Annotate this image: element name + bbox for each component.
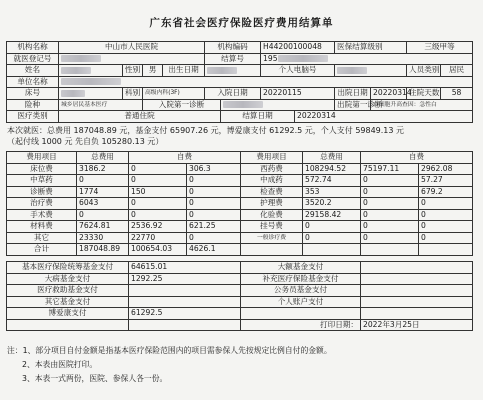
fee-header-row <box>7 152 473 164</box>
fund-label: 医疗救助基金支付 <box>7 285 129 297</box>
fee-total: 23330 <box>77 232 129 244</box>
admit-diag-redacted <box>221 99 335 111</box>
fund-value <box>361 273 473 285</box>
stay-days-label: 住院天数 <box>407 88 441 100</box>
unit-redacted <box>59 76 473 88</box>
fee-self: 0 <box>129 209 187 221</box>
sex-value: 男 <box>143 65 163 77</box>
birth-redacted <box>205 65 261 77</box>
fee-empty <box>241 244 303 256</box>
fee-item: 床位费 <box>7 163 77 175</box>
fee-row <box>7 198 473 210</box>
fee-row <box>7 175 473 187</box>
fee-partial: 0 <box>187 232 241 244</box>
fund-label: 其它基金支付 <box>7 296 129 308</box>
admit-date-value: 20220115 <box>261 88 335 100</box>
fee-row <box>7 209 473 221</box>
note-1: 注：1、部分项目自付金额是指基本医疗保险范围内的项目需参保人先按规定比例自付的金额。 <box>7 346 332 355</box>
print-date-value: 2022年3月25日 <box>361 319 473 331</box>
fee-total: 187048.89 <box>77 244 129 256</box>
id-redacted <box>335 65 407 77</box>
fund-label: 博爱康支付 <box>7 308 129 320</box>
id-label: 个人电脑号 <box>261 65 335 77</box>
fund-label: 大病基金支付 <box>7 273 129 285</box>
fee-partial: 621.25 <box>187 221 241 233</box>
dept-value: 高级内科(3F) <box>143 88 205 100</box>
fund-label <box>241 308 361 320</box>
org-level-label: 医保结算级别 <box>335 42 407 54</box>
birth-label: 出生日期 <box>163 65 205 77</box>
discharge-date-value: 20220314 <box>371 88 407 100</box>
footnotes <box>7 344 477 386</box>
visit-no-label: 就医登记号 <box>7 53 59 65</box>
fund-label: 大额基金支付 <box>241 262 361 274</box>
fee-total: 6043 <box>77 198 129 210</box>
fee-total: 572.74 <box>303 175 361 187</box>
payment-summary <box>7 125 477 147</box>
fee-item: 治疗费 <box>7 198 77 210</box>
fee-total: 7624.81 <box>77 221 129 233</box>
fee-total: 1774 <box>77 186 129 198</box>
fee-total: 0 <box>303 232 361 244</box>
person-type-value: 居民 <box>441 65 473 77</box>
fund-row <box>7 285 473 297</box>
fee-self: 0 <box>361 221 419 233</box>
org-code: H44200100048 <box>261 42 335 54</box>
fee-partial: 57.27 <box>419 175 473 187</box>
fee-total: 0 <box>77 175 129 187</box>
fee-total: 353 <box>303 186 361 198</box>
fee-total: 3520.2 <box>303 198 361 210</box>
fee-total: 108294.52 <box>303 163 361 175</box>
fee-partial: 0 <box>187 175 241 187</box>
note-3: 3、本表一式两份，医院、参保人各一份。 <box>22 374 168 383</box>
fee-partial: 4626.1 <box>187 244 241 256</box>
fee-row <box>7 221 473 233</box>
fund-value: 1292.25 <box>129 273 241 285</box>
fund-label: 补充医疗保险基金支付 <box>241 273 361 285</box>
fee-row <box>7 163 473 175</box>
settle-date-value: 20220314 <box>295 111 473 123</box>
fee-item: 材料费 <box>7 221 77 233</box>
stay-days-value: 58 <box>441 88 473 100</box>
fee-partial: 0 <box>187 209 241 221</box>
fee-item: 诊断费 <box>7 186 77 198</box>
fee-self: 0 <box>129 198 187 210</box>
fee-self: 0 <box>361 232 419 244</box>
discharge-diag-label: 出院第一诊断 <box>335 99 371 111</box>
bed-redacted <box>59 88 123 100</box>
name-redacted <box>59 65 123 77</box>
fee-partial: 0 <box>419 209 473 221</box>
print-date-label: 打印日期： <box>241 319 361 331</box>
fee-empty <box>361 244 419 256</box>
fund-value <box>361 262 473 274</box>
settle-date-label: 结算日期 <box>221 111 295 123</box>
fee-total: 0 <box>303 221 361 233</box>
fund-table <box>6 261 473 331</box>
bed-label: 床号 <box>7 88 59 100</box>
settle-no-value: 195 <box>263 53 278 63</box>
print-empty <box>7 319 129 331</box>
org-name-label: 机构名称 <box>7 42 59 54</box>
fee-item: 化验费 <box>241 209 303 221</box>
fee-self: 0 <box>361 175 419 187</box>
settle-no-label: 结算号 <box>205 53 261 65</box>
fund-label: 公务员基金支付 <box>241 285 361 297</box>
fund-row <box>7 296 473 308</box>
org-name: 中山市人民医院 <box>59 42 205 54</box>
print-row <box>7 319 473 331</box>
fee-item: 手术费 <box>7 209 77 221</box>
fee-header-self: 自费 <box>129 152 241 164</box>
fee-self: 100654.03 <box>129 244 187 256</box>
fee-total-row <box>7 244 473 256</box>
fee-table <box>6 151 473 256</box>
fee-self: 22770 <box>129 232 187 244</box>
fee-row <box>7 232 473 244</box>
fee-self: 0 <box>129 163 187 175</box>
insurance-label: 险种 <box>7 99 59 111</box>
fee-item: 一般诊疗费 <box>241 232 303 244</box>
fee-partial: 0 <box>419 232 473 244</box>
fund-value: 64615.01 <box>129 262 241 274</box>
fund-value <box>129 285 241 297</box>
org-code-label: 机构编码 <box>205 42 261 54</box>
fee-total: 3186.2 <box>77 163 129 175</box>
fee-self: 0 <box>361 198 419 210</box>
dept-label: 科别 <box>123 88 143 100</box>
fee-header-self-2: 自费 <box>361 152 473 164</box>
fee-partial: 679.2 <box>419 186 473 198</box>
insurance-value: 城乡居民基本医疗 <box>59 99 143 111</box>
person-type-label: 人员类别 <box>407 65 441 77</box>
fee-item: 中成药 <box>241 175 303 187</box>
fee-empty <box>303 244 361 256</box>
fee-partial: 2962.08 <box>419 163 473 175</box>
fee-self: 2536.92 <box>129 221 187 233</box>
fee-header-item-2: 费用项目 <box>241 152 303 164</box>
discharge-date-label: 出院日期 <box>335 88 371 100</box>
fee-empty <box>419 244 473 256</box>
print-empty <box>129 319 241 331</box>
fee-self: 0 <box>361 186 419 198</box>
med-type-label: 医疗类别 <box>7 111 59 123</box>
unit-label: 单位名称 <box>7 76 59 88</box>
summary-line-1: 本次就医：总费用 187048.89 元，基金支付 65907.26 元，博爱康支付 61292.5 元，个人支付 59849.13 元 <box>7 126 405 135</box>
fee-total: 0 <box>77 209 129 221</box>
fee-row <box>7 186 473 198</box>
admit-date-label: 入院日期 <box>205 88 261 100</box>
fund-value: 61292.5 <box>129 308 241 320</box>
fund-row <box>7 273 473 285</box>
fund-label: 个人账户支付 <box>241 296 361 308</box>
patient-info-table <box>6 41 473 123</box>
fee-self: 75197.11 <box>361 163 419 175</box>
fee-header-item: 费用项目 <box>7 152 77 164</box>
fund-row <box>7 262 473 274</box>
fee-self: 0 <box>129 175 187 187</box>
fee-partial: 0 <box>419 221 473 233</box>
fund-row <box>7 308 473 320</box>
admit-diag-label: 入院第一诊断 <box>143 99 221 111</box>
summary-line-2: （起付线 1000 元 先自负 105280.13 元） <box>7 137 164 146</box>
fee-self: 150 <box>129 186 187 198</box>
fund-value <box>361 285 473 297</box>
med-type-value: 普通住院 <box>59 111 221 123</box>
fee-item: 护理费 <box>241 198 303 210</box>
fee-partial: 0 <box>419 198 473 210</box>
org-level: 三级甲等 <box>407 42 473 54</box>
note-2: 2、本表由医院打印。 <box>22 360 98 369</box>
discharge-diag-value: 白细胞升高查因：急性白 <box>371 99 473 111</box>
document-title: 广东省社会医疗保险医疗费用结算单 <box>149 17 334 29</box>
fee-self: 0 <box>361 209 419 221</box>
settle-no <box>261 53 473 65</box>
fee-item: 合计 <box>7 244 77 256</box>
fund-value <box>129 296 241 308</box>
fund-value <box>361 308 473 320</box>
sex-label: 性别 <box>123 65 143 77</box>
visit-no-redacted <box>59 53 205 65</box>
name-label: 姓名 <box>7 65 59 77</box>
fund-value <box>361 296 473 308</box>
fee-header-total: 总费用 <box>77 152 129 164</box>
fee-total: 29158.42 <box>303 209 361 221</box>
fee-partial: 0 <box>187 186 241 198</box>
fee-partial: 0 <box>187 198 241 210</box>
fee-partial: 306.3 <box>187 163 241 175</box>
fee-item: 挂号费 <box>241 221 303 233</box>
fund-label: 基本医疗保险统筹基金支付 <box>7 262 129 274</box>
fee-item: 中草药 <box>7 175 77 187</box>
fee-item: 检查费 <box>241 186 303 198</box>
fee-item: 其它 <box>7 232 77 244</box>
fee-item: 西药费 <box>241 163 303 175</box>
fee-header-total-2: 总费用 <box>303 152 361 164</box>
